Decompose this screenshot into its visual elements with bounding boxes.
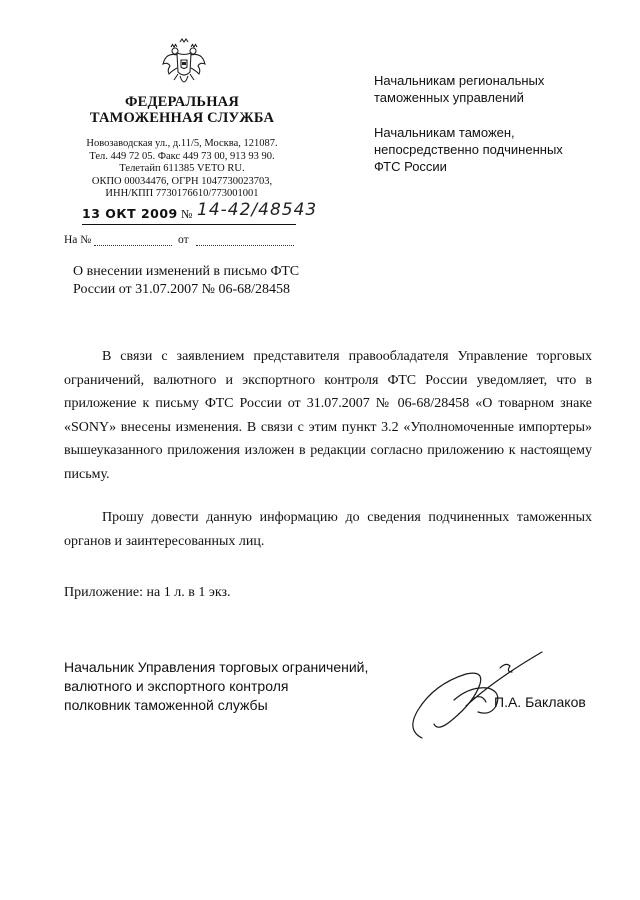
number-label: № [181,207,193,221]
recipient-line: ФТС России [374,159,447,174]
body-paragraph-2-text: Прошу довести данную информацию до сведения подчиненных таможенных органов и заинтересованных лиц. [64,510,592,549]
reference-number-label: На № [64,234,92,246]
body-paragraph-1-text: В связи с заявлением представителя правообладателя Управление торговых ограничений, валютного и экспортного контроля ФТС России уведомляет, что в приложение к письму ФТС России от 31.07.2007 № 06-68/28458 «О товарном знаке «SONY» внесены изменения. В связи с этим пункт 3.2 «Уполномоченные импортеры» вышеуказанного приложения изложен в редакции согласно приложению к настоящему письму. [64,349,592,482]
recipient-line: непосредственно подчиненных [374,142,563,157]
body-paragraph-2 [64,506,592,553]
registration-underline [82,224,296,225]
recipient-line: таможенных управлений [374,90,524,105]
date-stamp: 13 ОКТ 2009 [82,206,178,221]
org-name-line1: ФЕДЕРАЛЬНАЯ [124,94,240,110]
subject-line: О внесении изменений в письмо ФТС [73,264,300,279]
recipient-line: Начальникам таможен, [374,125,515,140]
position-line: полковник таможенной службы [64,697,268,713]
recipient-block-2 [374,124,563,175]
signatory-position [64,658,368,715]
address-line: Телетайп 611385 VETO RU. [119,163,245,175]
address-line: ИНН/КПП 7730176610/773001001 [105,188,259,200]
registration-number: 14-42/48543 [197,200,318,220]
address-block [62,138,302,201]
address-line: Тел. 449 72 05. Факс 449 73 00, 913 93 90. [89,150,275,162]
address-line: ОКПО 00034476, ОГРН 1047730023703, [91,175,273,187]
reference-number-blank [94,245,172,246]
body-paragraph-1 [64,345,592,486]
recipient-block-1 [374,72,544,106]
position-line: Начальник Управления торговых ограничений, [64,659,369,675]
reference-date-label: от [178,234,189,246]
reference-date-blank [196,245,294,246]
coat-of-arms-icon [160,38,208,92]
address-line: Новозаводская ул., д.11/5, Москва, 121087. [86,138,278,149]
signer-name: П.А. Баклаков [494,694,586,710]
attachment-note: Приложение: на 1 л. в 1 экз. [64,585,231,600]
position-line: валютного и экспортного контроля [64,678,289,694]
subject-line: России от 31.07.2007 № 06-68/28458 [73,282,291,297]
recipient-line: Начальникам региональных [374,73,545,88]
org-name-line2: ТАМОЖЕННАЯ СЛУЖБА [89,110,275,126]
subject [73,263,333,299]
